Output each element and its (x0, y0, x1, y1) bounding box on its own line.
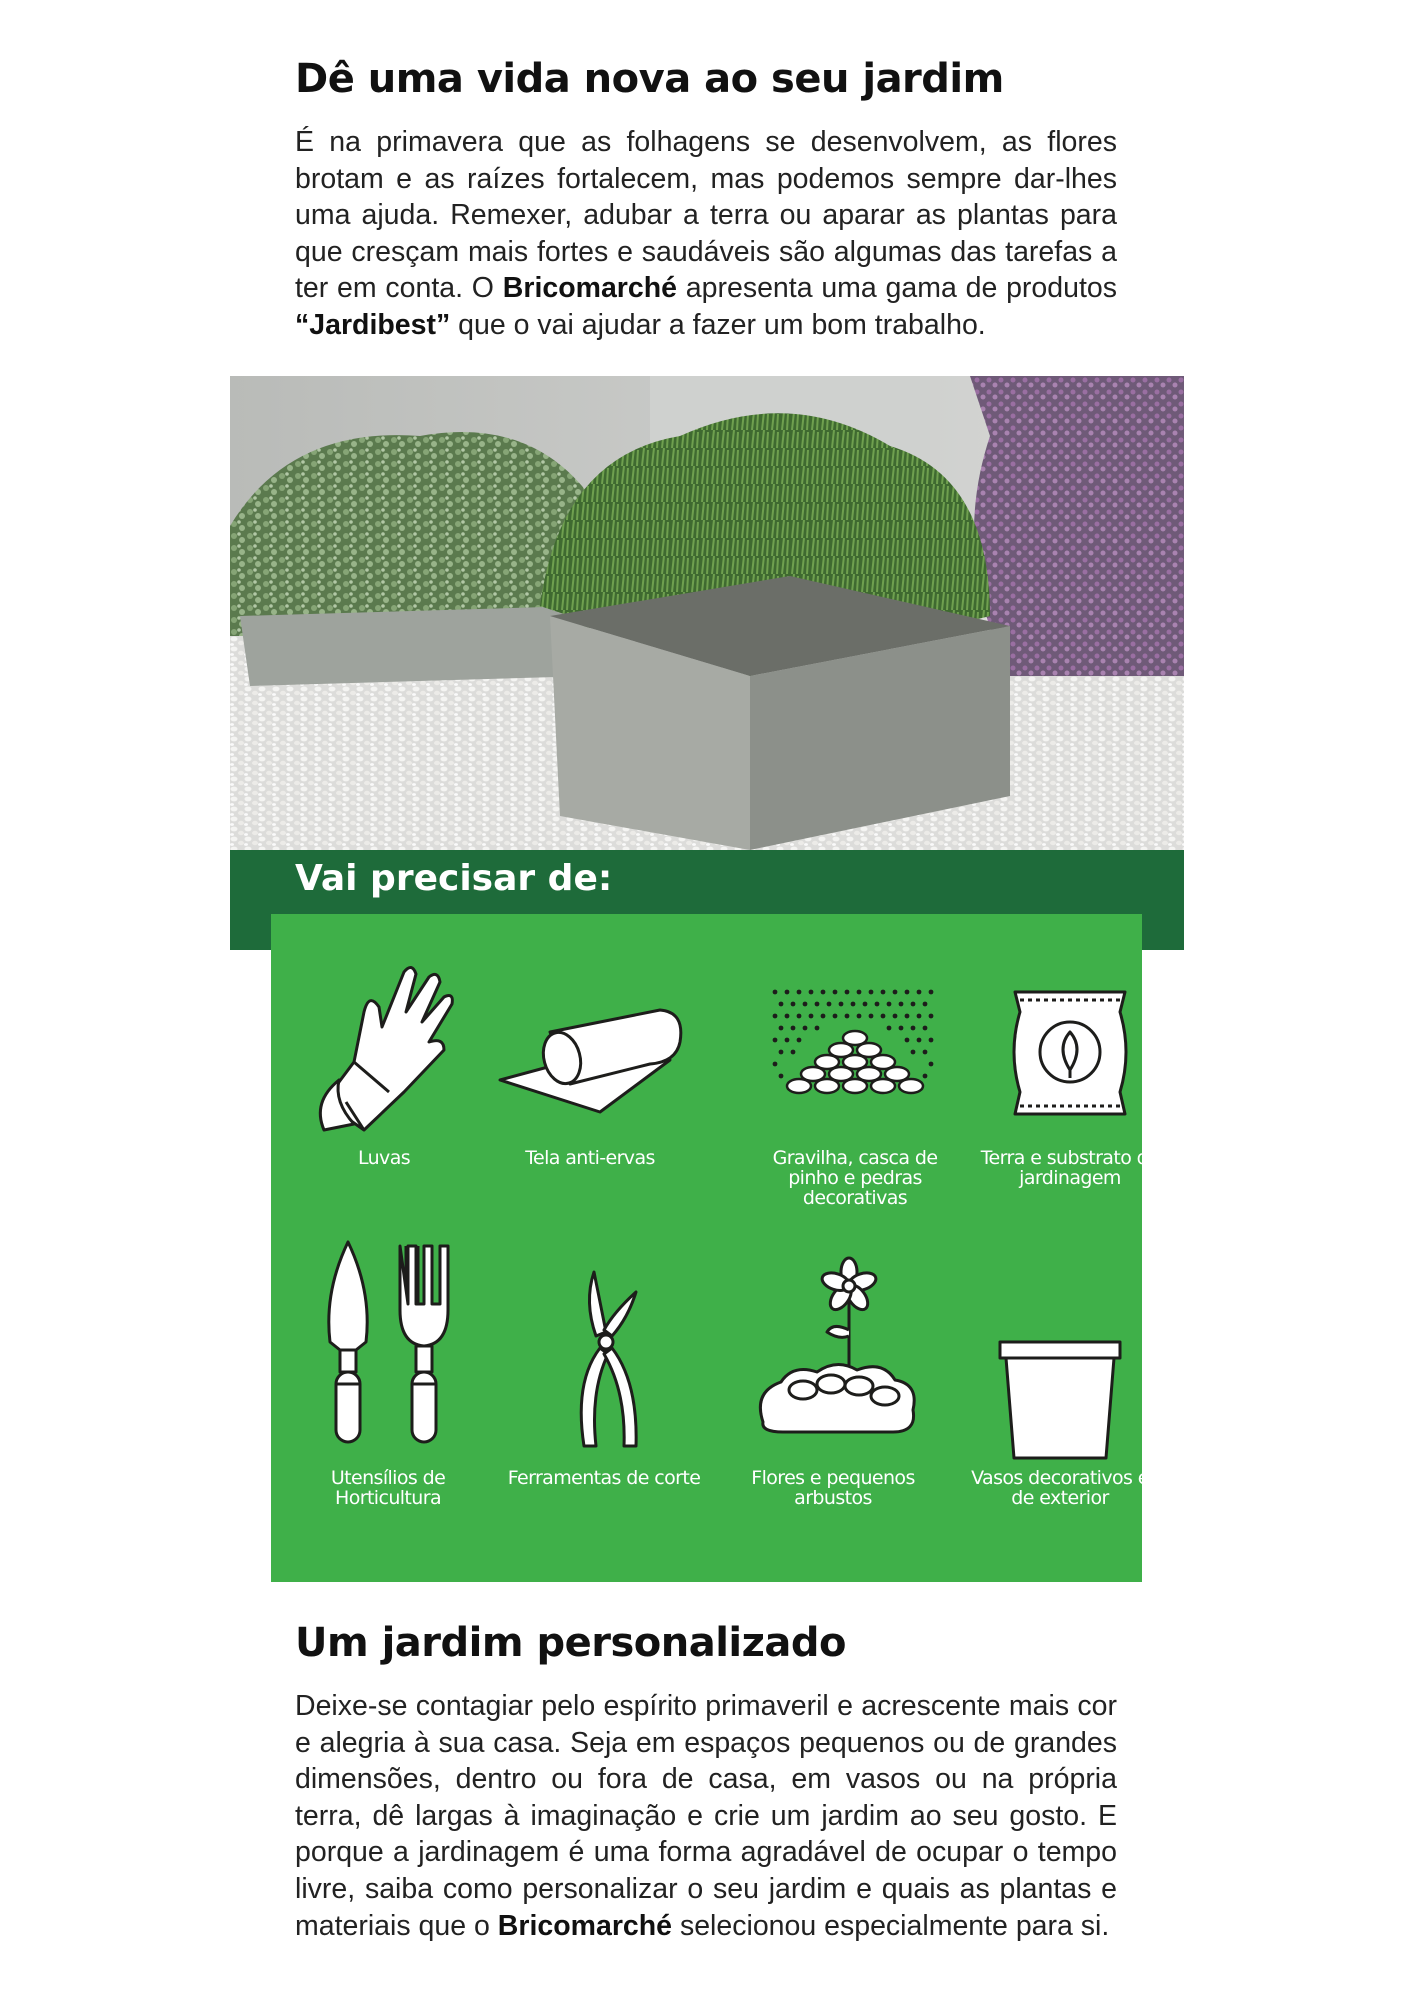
need-item-soil (970, 952, 1170, 1188)
need-item-gravel (755, 952, 955, 1208)
flower-pot-icon (960, 1232, 1160, 1462)
weed-fabric-roll-icon (490, 952, 690, 1142)
text-run: que o vai ajudar a fazer um bom trabalho. (450, 308, 986, 341)
need-item-weed-fabric (490, 952, 690, 1168)
needs-title: Vai precisar de: (295, 858, 613, 899)
need-item-label: Vasos decorativos e de exterior (971, 1467, 1149, 1509)
need-item-label: Flores e pequenos arbustos (751, 1467, 915, 1509)
need-item-gardening-tools (288, 1232, 488, 1508)
need-item-label: Luvas (357, 1147, 411, 1169)
gravel-stones-icon (755, 952, 955, 1142)
body-paragraph (295, 1688, 1117, 1944)
need-item-pots (960, 1232, 1160, 1508)
text-run: selecionou especialmente para si. (672, 1909, 1110, 1942)
need-item-label: Ferramentas de corte (507, 1467, 701, 1489)
brand-name: Bricomarché (502, 272, 678, 305)
need-item-flowers (733, 1232, 933, 1508)
intro-paragraph (295, 124, 1117, 344)
trowel-fork-icon (288, 1232, 488, 1462)
text-run: apresenta uma gama de produtos (677, 272, 1117, 305)
need-item-label: Tela anti-ervas (525, 1147, 655, 1169)
product-name: “Jardibest” (295, 308, 451, 341)
need-item-gloves (284, 952, 484, 1168)
need-item-label: Utensílios de Horticultura (330, 1467, 446, 1509)
text-run: Deixe-se contagiar pelo espírito primaveril e acrescente mais cor e alegria à sua casa. Seja em espaços pequenos ou de grandes dimensões, dentro ou fora de casa, em vasos ou na própria terra, dê largas à imaginação e crie um jardim ao seu gosto. E porque a jardinagem é uma forma agradável de ocupar o tempo livre, saiba como personalizar o seu jardim e quais as plantas e materiais que o (295, 1690, 1117, 1942)
flower-shrub-icon (733, 1232, 933, 1462)
brand-name: Bricomarché (497, 1909, 673, 1942)
pruning-shears-icon (504, 1232, 704, 1462)
need-item-cutting-tools (504, 1232, 704, 1488)
soil-bag-icon (980, 952, 1160, 1142)
gloves-icon (294, 952, 474, 1142)
garden-planters-photo (230, 376, 1184, 850)
need-item-label: Gravilha, casca de pinho e pedras decorativas (772, 1147, 938, 1209)
section-title: Um jardim personalizado (295, 1620, 847, 1666)
need-item-label: Terra e substrato de jardinagem (980, 1147, 1160, 1189)
section-title: Dê uma vida nova ao seu jardim (295, 56, 1004, 102)
text-run: É na primavera que as folhagens se desenvolvem, as flores brotam e as raízes fortalecem, mas podemos sempre dar-lhes uma ajuda. Remexer, adubar a terra ou aparar as plantas para que cresçam mais fortes e saudáveis são algumas das tarefas a ter em conta. O (295, 126, 1117, 305)
